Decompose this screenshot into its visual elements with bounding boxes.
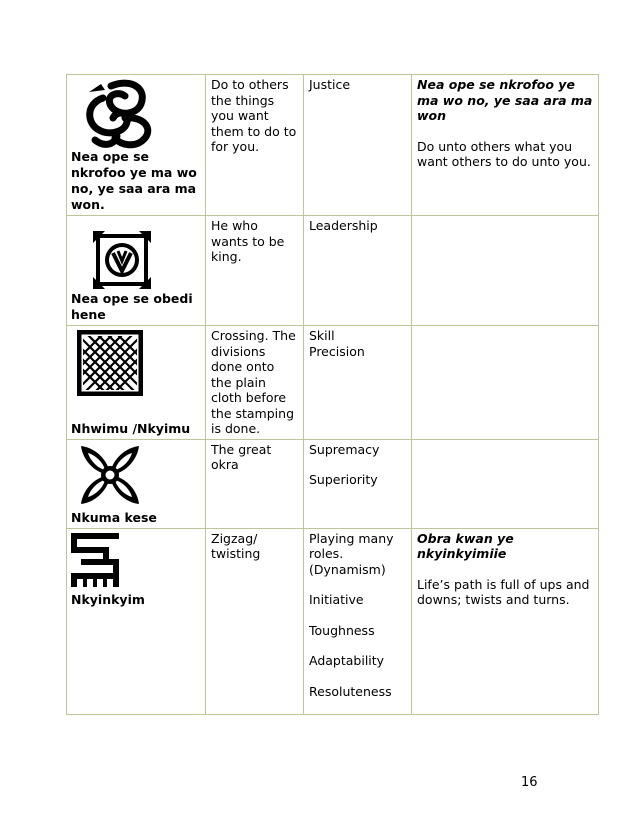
- shield-symbol-icon: [93, 231, 151, 289]
- proverb-cell: [412, 216, 599, 326]
- symbol-cell: [67, 528, 206, 714]
- value-text: Justice: [309, 77, 351, 92]
- values-cell: [304, 216, 412, 326]
- value-text: Initiative: [309, 592, 364, 607]
- knot-symbol-icon: [81, 78, 157, 150]
- value-text: Adaptability: [309, 653, 385, 668]
- meaning-cell: Crossing. The divisions done onto the plain cloth before the stamping is done.: [206, 326, 304, 440]
- value-text: Precision: [309, 343, 365, 359]
- symbol-name: Nea ope se nkrofoo ye ma wo no, ye saa ara ma won.: [71, 149, 197, 212]
- meaning-cell: Do to others the things you want them to do to for you.: [206, 75, 304, 216]
- proverb-text: Nea ope se nkrofoo ye ma wo no, ye saa ara ma won: [417, 77, 593, 123]
- adinkra-symbols-table: [66, 74, 599, 715]
- table-row: [67, 216, 599, 326]
- table-row: [67, 326, 599, 440]
- values-cell: [304, 75, 412, 216]
- meaning-cell: He who wants to be king.: [206, 216, 304, 326]
- crosshatch-symbol-icon: [77, 330, 143, 396]
- values-cell: [304, 528, 412, 714]
- value-text: Resoluteness: [309, 683, 392, 699]
- proverb-cell: [412, 326, 599, 440]
- okra-flower-symbol-icon: [79, 444, 141, 506]
- proverb-cell: [412, 75, 599, 216]
- value-text: Playing many roles. (Dynamism): [309, 530, 394, 577]
- symbol-name: Nkuma kese: [71, 509, 157, 525]
- value-text: Toughness: [309, 622, 375, 638]
- symbol-name: Nhwimu /Nkyimu: [71, 420, 191, 436]
- symbol-cell: [67, 326, 206, 440]
- value-text: Supremacy: [309, 441, 380, 457]
- proverb-text: Obra kwan ye nkyinkyimiie: [417, 530, 514, 561]
- value-text: Leadership: [309, 218, 378, 233]
- meaning-cell: Zigzag/ twisting: [206, 528, 304, 714]
- explanation-text: Life’s path is full of ups and downs; twists and turns.: [417, 576, 590, 607]
- proverb-cell: [412, 439, 599, 528]
- table-row: [67, 75, 599, 216]
- value-text: Superiority: [309, 472, 378, 487]
- values-cell: [304, 439, 412, 528]
- symbol-cell: [67, 439, 206, 528]
- symbol-name: Nkyinkyim: [71, 591, 145, 607]
- table-row: [67, 439, 599, 528]
- symbol-cell: [67, 75, 206, 216]
- meaning-cell: The great okra: [206, 439, 304, 528]
- symbol-name: Nea ope se obedi hene: [71, 291, 193, 322]
- page-number: 16: [521, 775, 538, 790]
- explanation-text: Do unto others what you want others to do unto you.: [417, 138, 591, 169]
- symbol-cell: [67, 216, 206, 326]
- values-cell: [304, 326, 412, 440]
- table-row: [67, 528, 599, 714]
- value-text: Skill: [309, 328, 335, 343]
- proverb-cell: [412, 528, 599, 714]
- zigzag-symbol-icon: [71, 533, 119, 587]
